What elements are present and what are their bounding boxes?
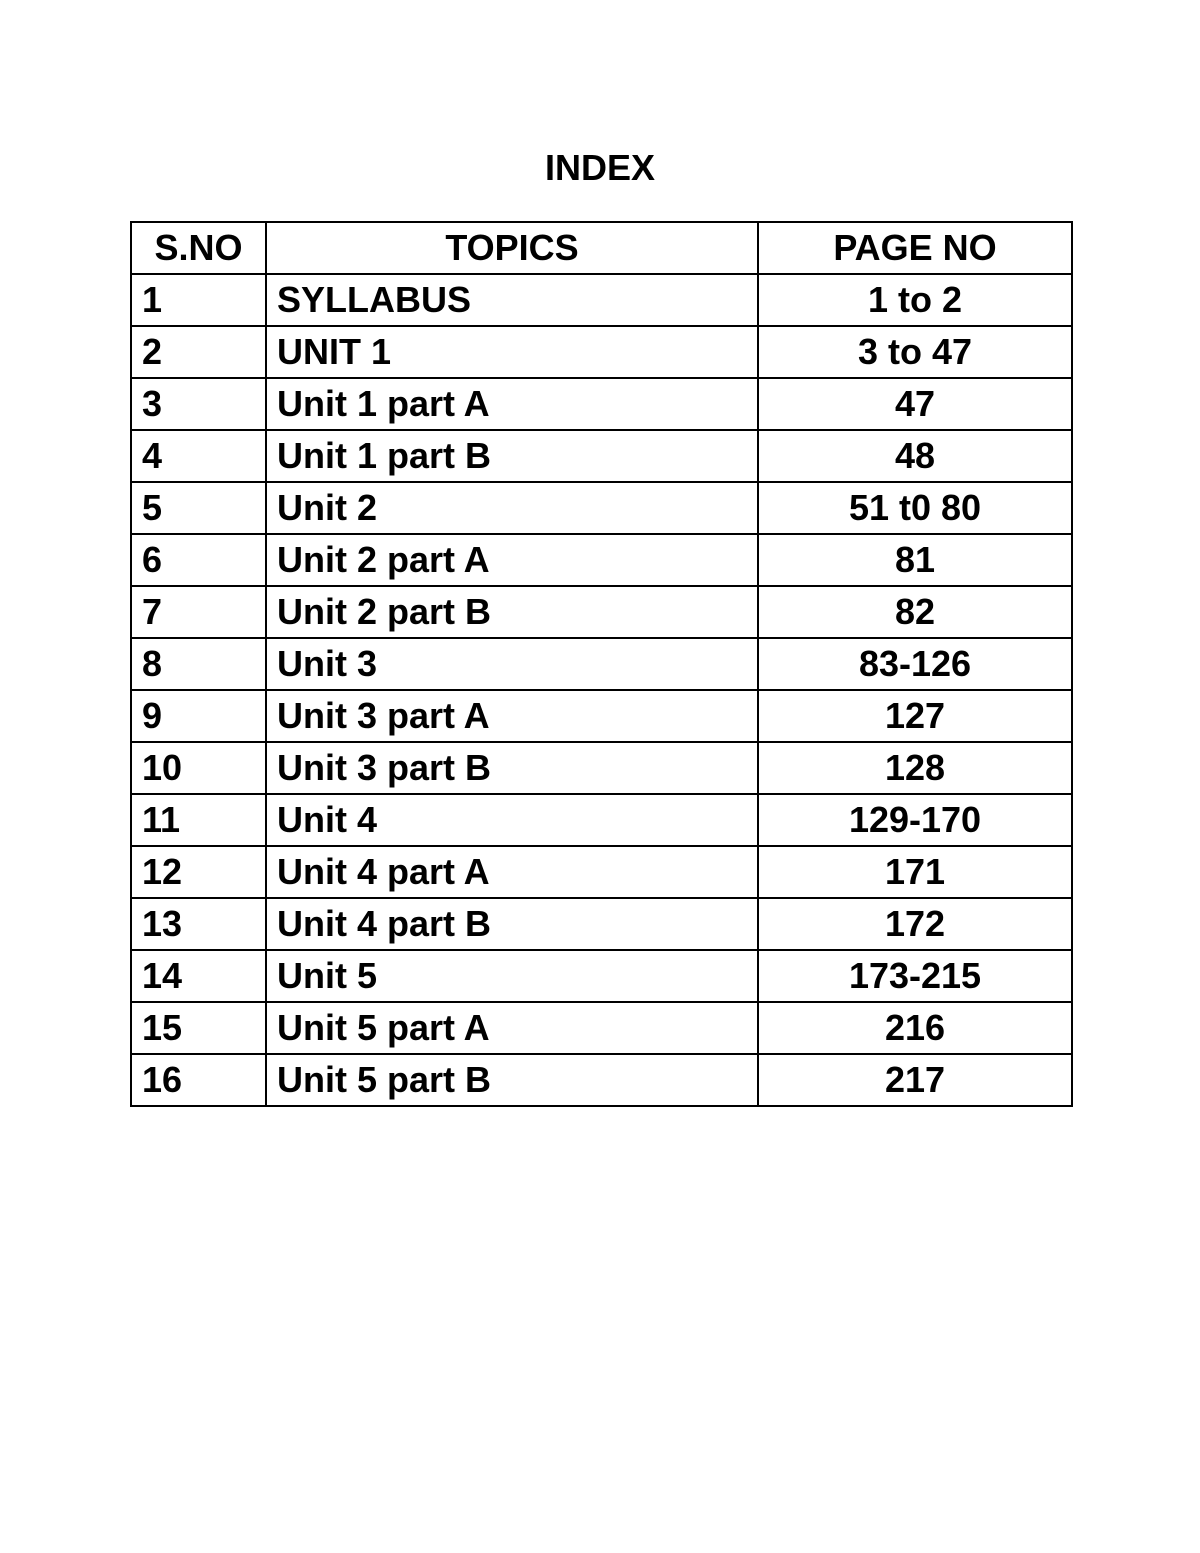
row-page-no: 173-215 — [758, 950, 1072, 1002]
page-title: INDEX — [544, 147, 656, 188]
table-row — [131, 950, 1072, 1002]
table-row — [131, 1054, 1072, 1106]
table-row — [131, 586, 1072, 638]
row-page-no: 82 — [758, 586, 1072, 638]
row-topic: Unit 4 part B — [266, 898, 758, 950]
row-sno: 4 — [131, 430, 266, 482]
table-row — [131, 846, 1072, 898]
table-row — [131, 482, 1072, 534]
row-page-no: 47 — [758, 378, 1072, 430]
row-sno: 14 — [131, 950, 266, 1002]
row-page-no: 81 — [758, 534, 1072, 586]
row-topic: Unit 5 part A — [266, 1002, 758, 1054]
row-topic: Unit 1 part B — [266, 430, 758, 482]
row-topic: Unit 2 part A — [266, 534, 758, 586]
row-sno: 13 — [131, 898, 266, 950]
row-sno: 8 — [131, 638, 266, 690]
table-row — [131, 638, 1072, 690]
row-sno: 7 — [131, 586, 266, 638]
row-sno: 1 — [131, 274, 266, 326]
table-row — [131, 690, 1072, 742]
row-sno: 6 — [131, 534, 266, 586]
table-row — [131, 430, 1072, 482]
row-page-no: 128 — [758, 742, 1072, 794]
table-row — [131, 898, 1072, 950]
table-row — [131, 378, 1072, 430]
row-topic: UNIT 1 — [266, 326, 758, 378]
row-topic: Unit 1 part A — [266, 378, 758, 430]
row-topic: Unit 4 part A — [266, 846, 758, 898]
table-row — [131, 534, 1072, 586]
column-header-page-no: PAGE NO — [758, 222, 1072, 274]
row-page-no: 216 — [758, 1002, 1072, 1054]
row-topic: Unit 4 — [266, 794, 758, 846]
table-row — [131, 326, 1072, 378]
table-header-row — [131, 222, 1072, 274]
row-page-no: 217 — [758, 1054, 1072, 1106]
table-row — [131, 274, 1072, 326]
row-page-no: 171 — [758, 846, 1072, 898]
row-sno: 11 — [131, 794, 266, 846]
row-sno: 16 — [131, 1054, 266, 1106]
column-header-sno: S.NO — [131, 222, 266, 274]
row-sno: 12 — [131, 846, 266, 898]
row-page-no: 3 to 47 — [758, 326, 1072, 378]
row-topic: Unit 5 part B — [266, 1054, 758, 1106]
row-topic: Unit 3 part B — [266, 742, 758, 794]
table-row — [131, 1002, 1072, 1054]
row-topic: Unit 3 — [266, 638, 758, 690]
row-topic: Unit 3 part A — [266, 690, 758, 742]
table-row — [131, 742, 1072, 794]
table-row — [131, 794, 1072, 846]
row-topic: Unit 2 part B — [266, 586, 758, 638]
index-table — [130, 221, 1073, 1107]
row-page-no: 51 t0 80 — [758, 482, 1072, 534]
row-topic: SYLLABUS — [266, 274, 758, 326]
row-page-no: 83-126 — [758, 638, 1072, 690]
column-header-topics: TOPICS — [266, 222, 758, 274]
row-sno: 3 — [131, 378, 266, 430]
row-page-no: 129-170 — [758, 794, 1072, 846]
row-page-no: 127 — [758, 690, 1072, 742]
row-sno: 10 — [131, 742, 266, 794]
row-page-no: 1 to 2 — [758, 274, 1072, 326]
row-page-no: 48 — [758, 430, 1072, 482]
row-topic: Unit 2 — [266, 482, 758, 534]
row-page-no: 172 — [758, 898, 1072, 950]
row-topic: Unit 5 — [266, 950, 758, 1002]
row-sno: 15 — [131, 1002, 266, 1054]
row-sno: 5 — [131, 482, 266, 534]
row-sno: 2 — [131, 326, 266, 378]
row-sno: 9 — [131, 690, 266, 742]
